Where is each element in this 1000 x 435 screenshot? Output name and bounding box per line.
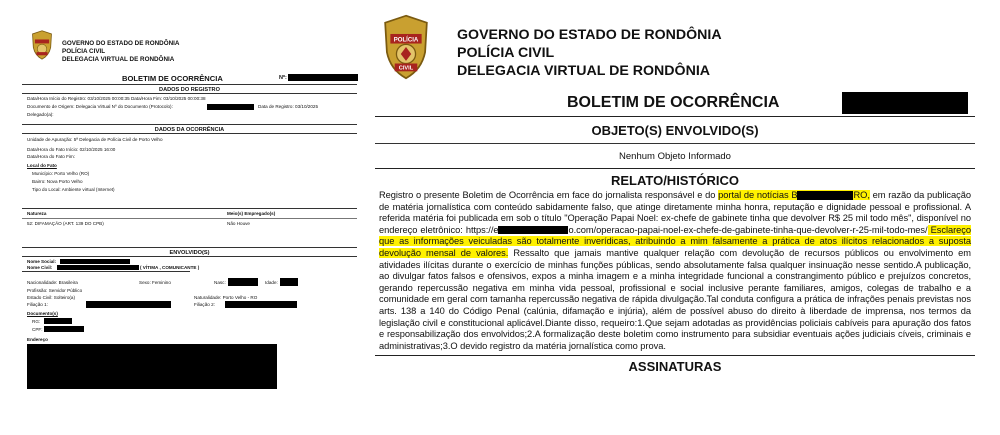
documentos-label: Documento(s) <box>27 311 58 316</box>
badge-text-bottom: CIVIL <box>398 65 414 72</box>
header-delegacia: DELEGACIA VIRTUAL DE RONDÔNIA <box>457 63 711 79</box>
profissao: Profissão: Servidor Público <box>27 288 83 293</box>
header-police: POLÍCIA CIVIL <box>457 45 555 61</box>
envolvido-section-title: ENVOLVIDO(S) <box>169 250 210 256</box>
nasc-redaction <box>228 278 258 286</box>
data-registro: Data de Registro: 03/10/2025 <box>258 104 319 109</box>
relato-text <box>375 190 975 352</box>
header-government: GOVERNO DO ESTADO DE RONDÔNIA <box>62 40 180 47</box>
natureza-value: 52: DIFAMAÇÃO (ART. 139 DO CPB) <box>27 221 104 226</box>
bairro: Bairro: Nova Porto Velho <box>32 179 83 184</box>
endereco-redaction <box>27 344 277 389</box>
fato-fim: Data/Hora do Fato Fim: <box>27 154 75 159</box>
registro-row-1: Data/Hora Início do Registro: 03/10/2025 00:00:35 Data/Hora Fim: 03/10/2025 00:00:38 <box>27 96 206 101</box>
meio-value: Não Houve <box>227 221 250 226</box>
document-thumbnail-page <box>22 30 357 430</box>
registro-row-2: Documento de Origem: Delegacia Virtual Nº do Documento (Protocolo): <box>27 104 173 109</box>
municipio: Município: Porto Velho (RO) <box>32 171 90 176</box>
filiacao2-redaction <box>225 301 297 308</box>
document-zoomed-page <box>375 14 975 432</box>
local-fato-title: Local do Fato <box>27 163 57 168</box>
filiacao1-redaction <box>86 301 171 308</box>
nasc-label: Nasc: <box>214 280 226 285</box>
bo-number-label: Nº: <box>279 75 287 81</box>
idade-redaction <box>280 278 298 286</box>
rg-label: RG: <box>32 319 41 324</box>
badge-text-top: POLÍCIA <box>393 37 419 44</box>
relato-highlight-portal <box>718 190 870 200</box>
endereco-label: Endereço <box>27 337 48 342</box>
police-badge-icon <box>30 30 54 60</box>
relato-highlight-statement: Esclareço que as informações veiculadas são totalmente inverídicas, atribuindo a mim falsamente a prática de atos ilícitos relacionados a suposta devolução mensal de valores. <box>379 224 972 258</box>
tipo-local: Tipo do Local: Ambiente virtual (Internet) <box>32 187 115 192</box>
url-redaction <box>498 226 568 234</box>
protocol-redaction <box>207 104 254 110</box>
document-title: BOLETIM DE OCORRÊNCIA <box>122 74 223 83</box>
naturalidade: Naturalidade: Porto Velho - RO <box>194 295 258 300</box>
relato-highlight-portal-text: portal de notícias B <box>718 190 798 200</box>
portal-name-redaction <box>797 191 853 200</box>
meio-header: Meio(s) Empregado(s) <box>227 211 276 216</box>
sexo: Sexo: Feminino <box>139 280 171 285</box>
nome-social-redaction <box>60 259 130 264</box>
header-government: GOVERNO DO ESTADO DE RONDÔNIA <box>457 27 722 43</box>
objetos-section-title: OBJETO(S) ENVOLVIDO(S) <box>591 123 759 138</box>
rg-redaction <box>44 318 72 324</box>
filiacao2-label: Filiação 2: <box>194 302 215 307</box>
relato-section-title: RELATO/HISTÓRICO <box>610 173 740 188</box>
fato-inicio: Data/Hora do Fato Início: 02/10/2025 16:00 <box>27 147 116 152</box>
nome-civil-label: Nome Civil: <box>27 265 53 270</box>
idade-label: Idade: <box>265 280 278 285</box>
filiacao1-label: Filiação 1: <box>27 302 48 307</box>
registro-section-title: DADOS DO REGISTRO <box>159 87 220 93</box>
relato-highlight-portal-end: RO, <box>853 190 870 200</box>
cpf-redaction <box>44 326 84 332</box>
ocorrencia-section-title: DADOS DA OCORRÊNCIA <box>154 127 225 133</box>
relato-url: o.com/operacao-papai-noel-ex-chefe-de-gabinete-tinha-que-devolver-r-25-mil-todo-mes/ <box>568 224 928 235</box>
police-badge-icon <box>379 14 433 80</box>
nome-civil-redaction <box>57 265 139 270</box>
header-delegacia: DELEGACIA VIRTUAL DE RONDÔNIA <box>62 56 175 63</box>
relato-part-3: Ressalto que jamais mantive qualquer relação com devolução de recursos públicos ou envolvimento em atividades ilícitas durante o exercício de minhas funções públicas, sendo absolutamente falsa qualquer insinuação nesse sentido.A publicação, ao divulgar fatos falsos e ofensivos, expos a minha imagem e a minha integridade funcional a constrangimento público e prejuízos concretos, gerando repercussão negativa em minha vida pessoal, profissional e social inclusive perante familiares, amigos, colegas de trabalho e a comunidade em geral com tamanha repercussão negativa de rápida divulgação.Tal conduta configura a prática de infrações penais previstas nos arts. 138 a 140 do Código Penal (calúnia, difamação e injúria), além de possível abuso do direito à liberdade de imprensa, nos termos da legislação civil e constitucional aplicável.Diante disso, requeiro:1.Que sejam adotadas as providências policiais cabíveis para apuração dos fatos e responsabilização dos envolvidos;2.A formalização deste boletim como instrumento para subsidiar eventuais ações judiciais cíveis, criminais e administrativas;3.O devido registro da matéria jornalística como prova. <box>379 247 971 351</box>
bo-number-redaction <box>288 74 358 81</box>
document-header-large <box>379 14 975 80</box>
nacionalidade: Nacionalidade: Brasileira <box>27 280 78 285</box>
objetos-value: Nenhum Objeto Informado <box>619 151 731 162</box>
relato-part-1: Registro o presente Boletim de Ocorrência em face do jornalista responsável e do <box>379 190 719 200</box>
bo-number-redaction-large <box>842 92 968 114</box>
relato-part-2: em razão da publicação de matéria jornalística com conteúdo sabidamente falso, que atinge diretamente minha honra, reputação e dignidade pessoal e profissional. A referida matéria foi publicada em sob o título "Operação Papai Noel: ex-chefe de gabinete tinha que devolver R$ 25 mil todo mês", disponível no endereço eletrônico: https://e <box>379 190 971 235</box>
natureza-header: Natureza <box>27 211 47 216</box>
document-title-large: BOLETIM DE OCORRÊNCIA <box>567 94 780 111</box>
nome-social-label: Nome Social: <box>27 259 57 264</box>
natureza-table <box>22 209 357 231</box>
cpf-label: CPF: <box>32 327 43 332</box>
vitima-role: ( VÍTIMA , COMUNICANTE ) <box>140 265 200 270</box>
unidade-apuracao: Unidade de Apuração: 5ª Delegacia de Polícia Civil de Porto Velho <box>27 137 163 142</box>
registro-row-3: Delegado(a): <box>27 112 54 117</box>
assinaturas-section-title: ASSINATURAS <box>628 359 722 375</box>
header-police: POLÍCIA CIVIL <box>62 48 106 55</box>
document-header <box>30 30 357 64</box>
estado-civil: Estado Civil: Solteiro(a) <box>27 295 75 300</box>
